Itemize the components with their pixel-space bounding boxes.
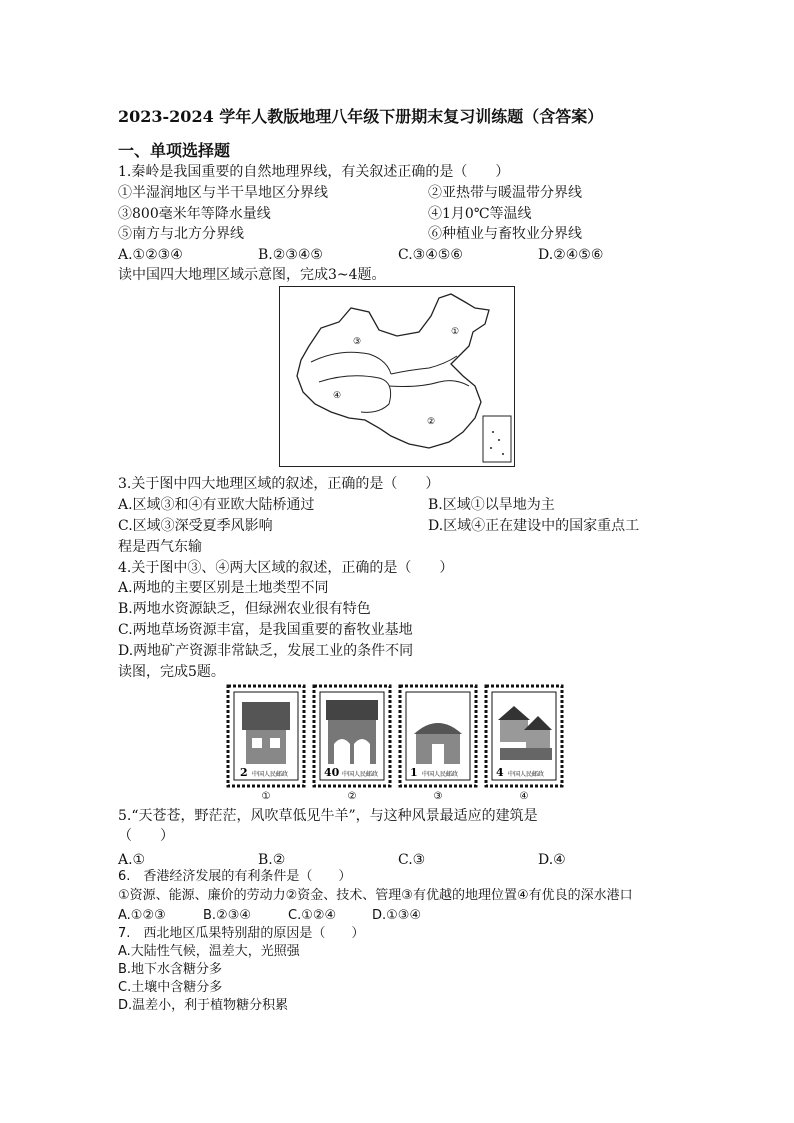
stamp-3-issuer: 中国人民邮政 [422,771,459,778]
building-2 [326,700,378,720]
stamp-intro: 读图，完成5题。 [118,664,225,680]
q5-stem: 5.“天苍苍，野茫茫，风吹草低见牛羊”，与这种风景最适应的建筑是 [118,808,538,824]
stamp-2-label: ② [347,791,357,802]
china-regions-map [279,286,515,467]
stamp-4 [486,686,562,786]
q6-option-c: C.①②④ [288,908,337,923]
q7-option-c: C.土壤中含糖分多 [118,980,223,995]
stamp-4-value: 4 [496,766,504,779]
q7-stem: 7. 西北地区瓜果特别甜的原因是（ ） [118,926,365,941]
q1-item-1: ①半湿润地区与半干旱地区分界线 [118,185,328,201]
q3-option-c: C.区域③深受夏季风影响 [118,518,273,534]
region-label-1: ① [450,327,460,337]
q1-item-2: ②亚热带与暖温带分界线 [428,185,582,201]
q4-option-b: B.两地水资源缺乏，但绿洲农业很有特色 [118,601,371,617]
stamp-2-issuer: 中国人民邮政 [342,771,379,778]
q5-option-c: C.③ [398,852,426,868]
q1-option-b: B.②③④⑤ [258,247,323,263]
q1-item-6: ⑥种植业与畜牧业分界线 [428,226,582,242]
q6-option-b: B.②③④ [203,908,252,923]
q3-option-d-continuation: 程是西气东输 [118,539,202,555]
q5-stem-bracket: （ ） [118,828,174,844]
stamp-1-value: 2 [240,766,248,779]
q3-option-b: B.区域①以旱地为主 [428,497,555,513]
water [500,748,552,760]
stamps-figure [224,684,569,802]
q7-option-b: B.地下水含糖分多 [118,962,223,977]
q1-option-d: D.②④⑤⑥ [538,247,604,263]
q4-option-c: C.两地草场资源丰富，是我国重要的畜牧业基地 [118,622,413,638]
q1-item-4: ④1月0℃等温线 [428,206,532,222]
q3-option-a: A.区域③和④有亚欧大陆桥通过 [118,497,315,513]
q7-option-a: A.大陆性气候，温差大，光照强 [118,944,300,959]
stamp-1-issuer: 中国人民邮政 [252,771,289,778]
q6-option-d: D.①③④ [372,908,422,923]
region-label-3: ③ [352,337,362,347]
q6-option-a: A.①②③ [118,908,166,923]
q1-stem: 1.秦岭是我国重要的自然地理界线，有关叙述正确的是（ ） [118,164,510,180]
document-title: 2023-2024 学年人教版地理八年级下册期末复习训练题（含答案） [118,107,604,126]
stamp-4-label: ④ [519,791,529,802]
q6-stem: 6. 香港经济发展的有利条件是（ ） [118,869,352,884]
stamp-3-value: 1 [410,766,418,779]
stamp-3-label: ③ [433,791,443,802]
south-china-sea-inset [483,416,511,462]
region-label-4: ④ [332,391,342,401]
stamp-2-value: 40 [324,766,340,779]
q4-option-a: A.两地的主要区别是土地类型不同 [118,580,329,596]
q5-option-b: B.② [258,852,286,868]
q4-stem: 4.关于图中③、④两大区域的叙述，正确的是（ ） [118,560,454,576]
q7-option-d: D.温差小，利于植物糖分积累 [118,998,289,1013]
q1-option-a: A.①②③④ [118,247,183,263]
q3-option-d: D.区域④正在建设中的国家重点工 [428,518,640,534]
stamp-4-issuer: 中国人民邮政 [508,771,545,778]
map-intro: 读中国四大地理区域示意图，完成3~4题。 [118,267,386,283]
region-label-2: ② [426,417,436,427]
stamp-1 [228,686,304,786]
q6-items: ①资源、能源、廉价的劳动力②资金、技术、管理③有优越的地理位置④有优良的深水港口 [118,888,633,903]
q4-option-d: D.两地矿产资源非常缺乏，发展工业的条件不同 [118,643,414,659]
q5-option-a: A.① [118,852,146,868]
stamp-2 [314,686,390,786]
q3-stem: 3.关于图中四大地理区域的叙述，正确的是（ ） [118,476,440,492]
q1-item-5: ⑤南方与北方分界线 [118,226,244,242]
q1-item-3: ③800毫米年等降水量线 [118,206,271,222]
stamp-3 [400,686,476,786]
q5-option-d: D.④ [538,852,566,868]
building-1 [242,702,290,730]
stamp-1-label: ① [261,791,271,802]
section-heading: 一、单项选择题 [118,141,231,160]
q1-option-c: C.③④⑤⑥ [398,247,463,263]
